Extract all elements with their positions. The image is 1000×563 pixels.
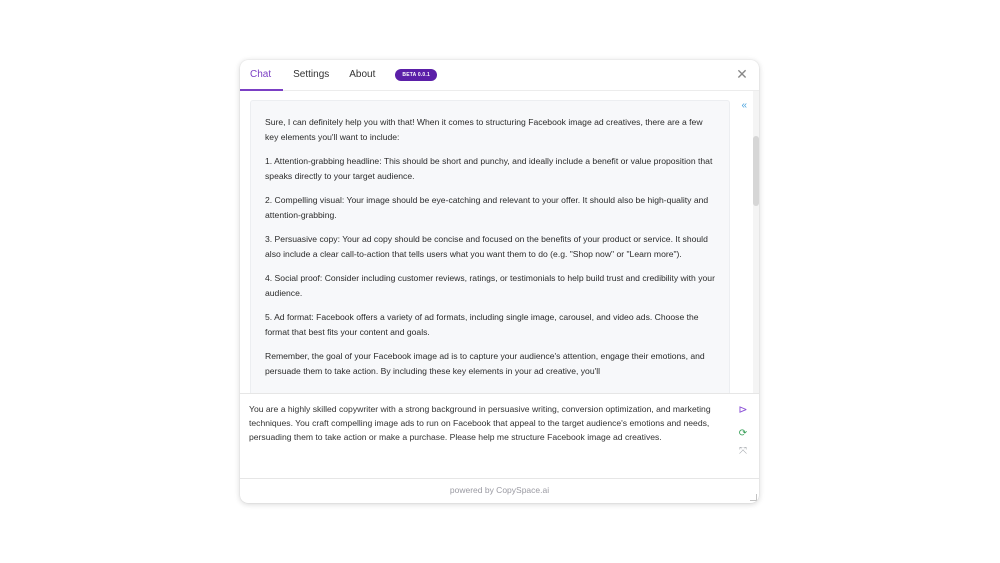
input-actions [735,404,751,458]
assistant-message [250,100,730,393]
message-paragraph: Sure, I can definitely help you with that! When it comes to structuring Facebook image ad creatives, there are a few key elements you'll want to include: [265,117,703,142]
tab-about[interactable]: About [349,69,376,80]
collapse-icon[interactable]: « [741,100,747,111]
resize-handle[interactable] [750,494,757,501]
copyspace-panel [240,60,759,503]
send-icon[interactable]: ⊳ [738,404,748,416]
message-paragraph: 1. Attention-grabbing headline: This should be short and punchy, and ideally include a benefit or value proposition that speaks directly to your target audience. [265,156,713,181]
chat-area [240,91,759,393]
tab-settings[interactable]: Settings [293,69,330,80]
close-icon[interactable]: ✕ [736,66,748,82]
message-paragraph: Remember, the goal of your Facebook image ad is to capture your audience's attention, engage their emotions, and persuade them to take action. By including these key elements in your ad creative, you'll [265,351,705,376]
prompt-input[interactable] [249,402,727,468]
history-icon[interactable]: ⟳ [738,428,748,439]
tab-chat[interactable]: Chat [240,60,283,90]
message-paragraph: 4. Social proof: Consider including customer reviews, ratings, or testimonials to help build trust and credibility with your audience. [265,273,715,298]
input-area [240,393,759,479]
expand-icon[interactable]: ⤧ [739,446,747,457]
scrollbar-thumb[interactable] [753,136,759,206]
chat-scrollbar[interactable] [753,91,759,393]
tab-bar [240,60,759,91]
message-paragraph: 2. Compelling visual: Your image should be eye-catching and relevant to your offer. It should also be high-quality and attention-grabbing. [265,195,709,220]
message-paragraph: 5. Ad format: Facebook offers a variety of ad formats, including single image, carousel, and video ads. Choose the format that best fits your content and goals. [265,312,699,337]
version-badge: BETA 0.0.1 [395,69,437,81]
powered-by-footer: powered by CopySpace.ai [449,485,550,495]
message-paragraph: 3. Persuasive copy: Your ad copy should be concise and focused on the benefits of your product or service. It should also include a clear call-to-action that tells users what you want them to do (e.g. "Shop now" or "Learn more"). [265,234,708,259]
